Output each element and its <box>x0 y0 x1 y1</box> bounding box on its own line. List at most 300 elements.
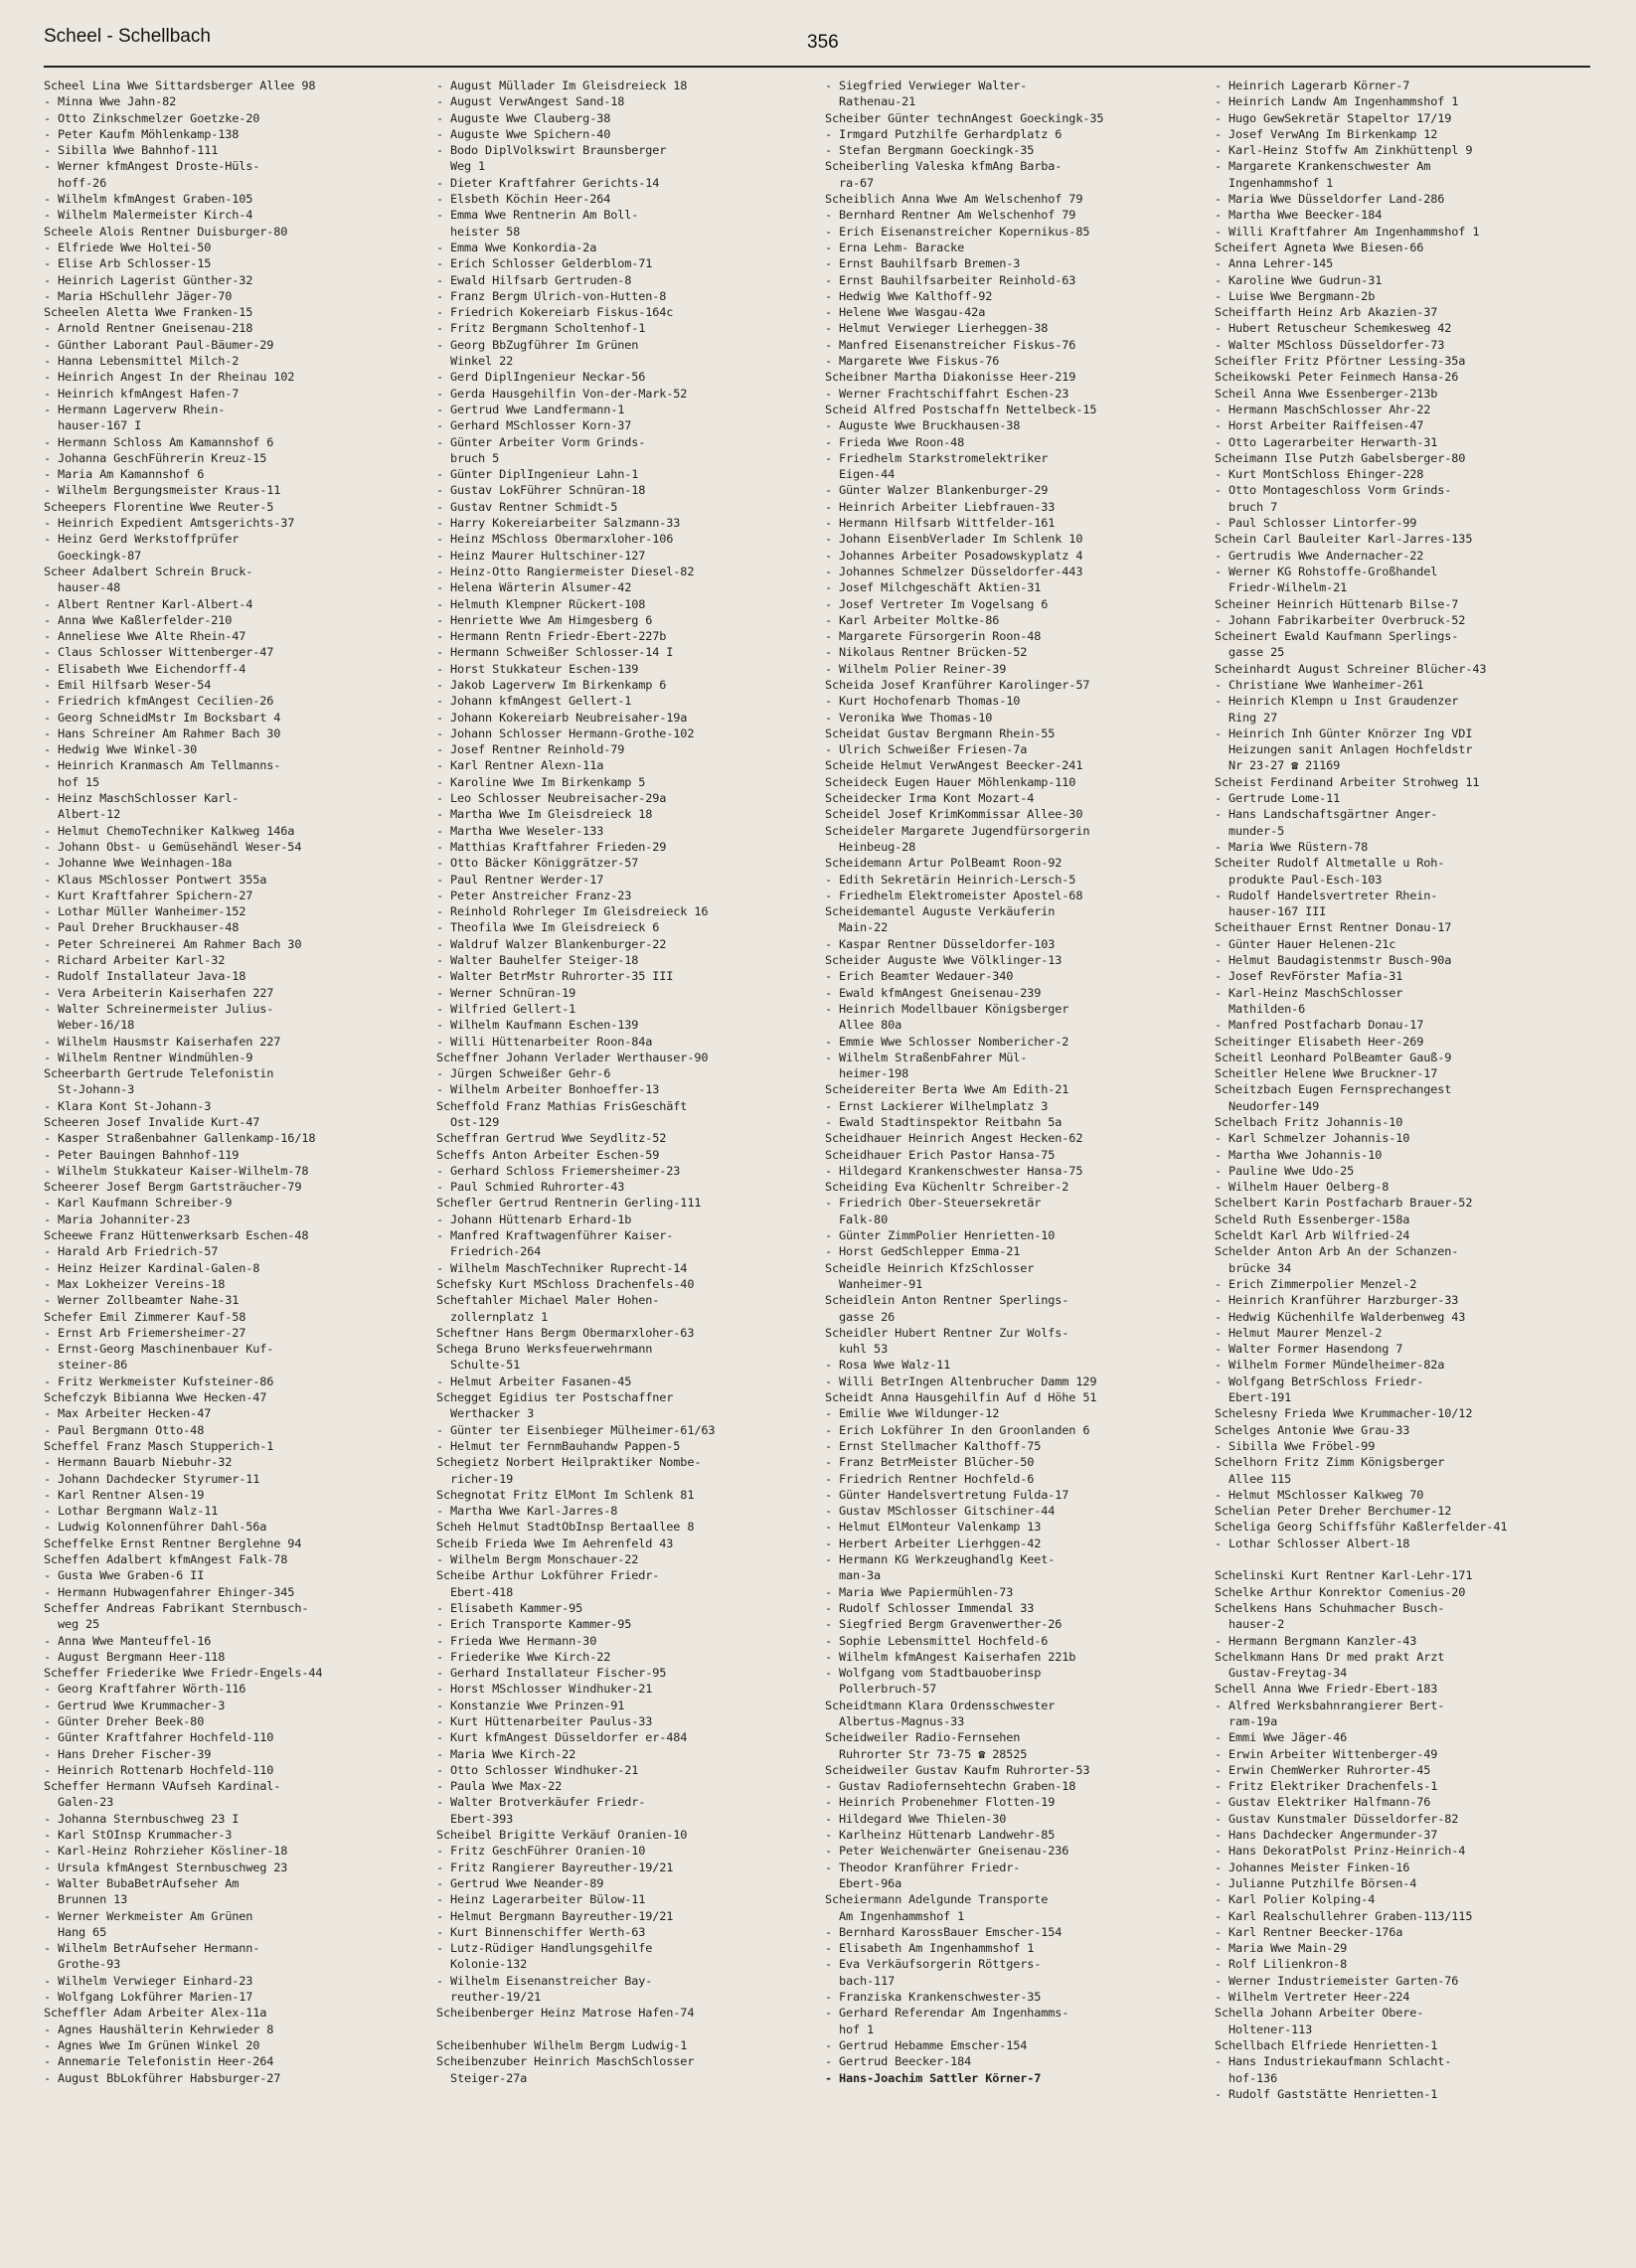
directory-entry-line: Nr 23-27 ☎ 21169 <box>1215 758 1341 773</box>
directory-entry-line: - Emil Hilfsarb Weser-54 <box>44 677 212 692</box>
directory-entry-line: - Konstanzie Wwe Prinzen-91 <box>436 1698 625 1712</box>
directory-entry-line: - Wilhelm MaschTechniker Ruprecht-14 <box>436 1260 688 1275</box>
directory-entry-line: - Hermann Schweißer Schlosser-14 I <box>436 645 674 660</box>
directory-entry-line: - Siegfried Verwieger Walter- <box>825 79 1028 92</box>
directory-entry-line: - Paul Schlosser Lintorfer-99 <box>1215 516 1417 531</box>
directory-entry-line: - Klaus MSchlosser Pontwert 355a <box>44 872 267 887</box>
directory-entry-line: - Johanna Sternbuschweg 23 I <box>44 1811 240 1826</box>
directory-entry-line: Scheelen Aletta Wwe Franken-15 <box>44 305 253 320</box>
directory-entry-line: - Erich Beamter Wedauer-340 <box>825 969 1014 984</box>
directory-entry-line: - Helmut Arbeiter Fasanen-45 <box>436 1374 632 1388</box>
directory-entry-line: Scheide Helmut VerwAngest Beecker-241 <box>825 758 1083 773</box>
directory-entry-line: - Karl-Heinz MaschSchlosser <box>1215 985 1403 1000</box>
directory-entry-line: - Günter Arbeiter Vorm Grinds- <box>436 434 646 449</box>
directory-entry-line: - Albert Rentner Karl-Albert-4 <box>44 596 253 611</box>
directory-entry-line: Scheider Auguste Wwe Völklinger-13 <box>825 953 1063 968</box>
directory-entry-line: - Otto Zinkschmelzer Goetzke-20 <box>44 110 260 125</box>
directory-entry-line: hauser-167 III <box>1215 904 1327 919</box>
directory-entry-line: Ebert-393 <box>436 1811 514 1826</box>
directory-entry-line: Schega Bruno Werksfeuerwehrmann <box>436 1342 653 1357</box>
directory-entry-line: - Rudolf Schlosser Immendal 33 <box>825 1600 1035 1615</box>
directory-entry-line: - Maria Wwe Main-29 <box>1215 1941 1348 1956</box>
directory-entry-line: Scheliga Georg Schiffsführ Kaßlerfelder-41 <box>1215 1520 1508 1535</box>
directory-entry-line: munder-5 <box>1215 823 1285 838</box>
directory-entry-line: - Elise Arb Schlosser-15 <box>44 256 212 271</box>
directory-entry-line: Scheithauer Ernst Rentner Donau-17 <box>1215 920 1452 935</box>
directory-entry-line: - Friedhelm Elektromeister Apostel-68 <box>825 888 1083 902</box>
directory-entry-line: produkte Paul-Esch-103 <box>1215 872 1383 887</box>
directory-entry-line: Winkel 22 <box>436 354 514 369</box>
directory-entry-line: - Hermann Hubwagenfahrer Ehinger-345 <box>44 1584 295 1599</box>
directory-entry-line: - Kaspar Rentner Düsseldorfer-103 <box>825 936 1056 951</box>
directory-entry-line: Scheidemann Artur PolBeamt Roon-92 <box>825 856 1063 871</box>
directory-entry-line: - Gustav Elektriker Halfmann-76 <box>1215 1795 1431 1810</box>
directory-entry-line: Scheitzbach Eugen Fernsprechangest <box>1215 1082 1452 1097</box>
directory-entry-line: - Hans-Joachim Sattler Körner-7 <box>825 2070 1042 2085</box>
directory-entry-line: - Margarete Fürsorgerin Roon-48 <box>825 629 1042 644</box>
directory-entry-line: - Bernhard Rentner Am Welschenhof 79 <box>825 208 1076 223</box>
directory-entry-line: - Walter Schreinermeister Julius- <box>44 1001 274 1016</box>
directory-entry-line: Albertus-Magnus-33 <box>825 1713 965 1728</box>
directory-entry-line: - Hermann Hilfsarb Wittfelder-161 <box>825 516 1056 531</box>
directory-entry-line: Schelbach Fritz Johannis-10 <box>1215 1115 1403 1129</box>
directory-entry-line: Eigen-44 <box>825 467 896 482</box>
directory-entry-line: - Peter Anstreicher Franz-23 <box>436 888 632 902</box>
directory-entry-line: - Hildegard Wwe Thielen-30 <box>825 1811 1007 1826</box>
directory-entry-line: Scheiermann Adelgunde Transporte <box>825 1892 1049 1907</box>
directory-entry-line: - Paul Bergmann Otto-48 <box>44 1422 205 1437</box>
directory-entry-line: - Margarete Krankenschwester Am <box>1215 159 1431 174</box>
directory-entry-line: - Wolfgang Lokführer Marien-17 <box>44 1990 253 2005</box>
directory-entry-line: - Willi Hüttenarbeiter Roon-84a <box>436 1034 653 1049</box>
directory-entry-line <box>436 2022 816 2037</box>
directory-entry-line: man-3a <box>825 1568 882 1583</box>
directory-entry-line: Schelkens Hans Schuhmacher Busch- <box>1215 1600 1445 1615</box>
directory-entry-line: - Günter ter Eisenbieger Mülheimer-61/63 <box>436 1422 716 1437</box>
directory-entry-line: - Ewald Hilfsarb Gertruden-8 <box>436 272 632 287</box>
directory-entry-line: - Johannes Schmelzer Düsseldorfer-443 <box>825 564 1083 578</box>
directory-entry-line: - Richard Arbeiter Karl-32 <box>44 953 226 968</box>
directory-entry-line: - Horst Stukkateur Eschen-139 <box>436 661 639 676</box>
directory-entry-line: - Erich Zimmerpolier Menzel-2 <box>1215 1276 1417 1291</box>
directory-entry-line: Scheldt Karl Arb Wilfried-24 <box>1215 1228 1410 1243</box>
directory-entry-line: - Heinrich Modellbauer Königsberger <box>825 1001 1069 1016</box>
directory-entry-line: Werthacker 3 <box>436 1406 535 1421</box>
directory-entry-line: - Heinrich Landw Am Ingenhammshof 1 <box>1215 94 1459 109</box>
directory-entry-line: - Anneliese Wwe Alte Rhein-47 <box>44 629 246 644</box>
directory-entry-line: - Johann Schlosser Hermann-Grothe-102 <box>436 726 695 740</box>
directory-entry-line: - Matthias Kraftfahrer Frieden-29 <box>436 839 667 854</box>
directory-entry-line: - Gustav Radiofernsehtechn Graben-18 <box>825 1779 1076 1794</box>
directory-entry-line: - Karl-Heinz Stoffw Am Zinkhüttenpl 9 <box>1215 143 1473 158</box>
directory-entry-line: Scheinhardt August Schreiner Blücher-43 <box>1215 661 1487 676</box>
directory-entry-line: Scheld Ruth Essenberger-158a <box>1215 1212 1410 1226</box>
directory-entry-line: - Gustav Rentner Schmidt-5 <box>436 499 618 514</box>
directory-entry-line: - August Müllader Im Gleisdreieck 18 <box>436 79 688 92</box>
directory-entry-line: - Otto Montageschloss Vorm Grinds- <box>1215 483 1452 498</box>
directory-entry-line: Scheerbarth Gertrude Telefonistin <box>44 1066 274 1081</box>
directory-entry-line: - Günter Walzer Blankenburger-29 <box>825 483 1049 498</box>
directory-entry-line: - Ewald Stadtinspektor Reitbahn 5a <box>825 1115 1063 1129</box>
directory-entry-line: Schelder Anton Arb An der Schanzen- <box>1215 1244 1459 1259</box>
directory-entry-line: - Karoline Wwe Im Birkenkamp 5 <box>436 774 646 789</box>
directory-entry-line: - Gertrudis Wwe Andernacher-22 <box>1215 548 1424 563</box>
directory-entry-line: - Otto Schlosser Windhuker-21 <box>436 1762 639 1777</box>
directory-entry-line: Albert-12 <box>44 807 121 822</box>
directory-entry-line: - Friedrich Ober-Steuersekretär <box>825 1196 1042 1211</box>
directory-entry-line: - Anna Wwe Kaßlerfelder-210 <box>44 612 233 627</box>
directory-entry-line: - Siegfried Bergm Gravenwerther-26 <box>825 1617 1063 1632</box>
directory-entry-line: - Friedrich kfmAngest Cecilien-26 <box>44 694 274 709</box>
directory-entry-line: - Leo Schlosser Neubreisacher-29a <box>436 791 667 806</box>
directory-entry-line: Scheel Lina Wwe Sittardsberger Allee 98 <box>44 79 316 92</box>
directory-entry-line: - Walter Bauhelfer Steiger-18 <box>436 953 639 968</box>
directory-entry-line: Rathenau-21 <box>825 94 916 109</box>
directory-entry-line: - Gertrud Beecker-184 <box>825 2054 972 2069</box>
directory-entry-line: Scheibenhuber Wilhelm Bergm Ludwig-1 <box>436 2037 688 2052</box>
directory-entry-line: - Karl-Heinz Rohrzieher Kösliner-18 <box>44 1844 288 1859</box>
directory-entry-line: - Rudolf Installateur Java-18 <box>44 969 246 984</box>
column-2 <box>436 78 816 2086</box>
directory-entry-line: - Walter MSchloss Düsseldorfer-73 <box>1215 337 1445 352</box>
directory-entry-line: Scheinert Ewald Kaufmann Sperlings- <box>1215 629 1459 644</box>
directory-entry-line: - Rosa Wwe Walz-11 <box>825 1358 951 1373</box>
directory-entry-line: - Karl Arbeiter Moltke-86 <box>825 612 1000 627</box>
directory-entry-line: - Maria Wwe Rüstern-78 <box>1215 839 1369 854</box>
directory-entry-line: - Emma Wwe Rentnerin Am Boll- <box>436 208 639 223</box>
directory-entry-line: - Heinrich Lagerist Günther-32 <box>44 272 253 287</box>
directory-entry-line: Wanheimer-91 <box>825 1276 923 1291</box>
directory-entry-line: - Ernst Bauhilfsarbeiter Reinhold-63 <box>825 272 1076 287</box>
directory-entry-line: bruch 7 <box>1215 499 1278 514</box>
directory-entry-line: Schellbach Elfriede Henrietten-1 <box>1215 2037 1438 2052</box>
directory-entry-line: - Johann EisenbVerlader Im Schlenk 10 <box>825 532 1083 547</box>
directory-entry-line: Schelkmann Hans Dr med prakt Arzt <box>1215 1649 1445 1664</box>
directory-entry-line: - Sibilla Wwe Fröbel-99 <box>1215 1438 1376 1453</box>
directory-entry-line: - Erwin ChemWerker Ruhrorter-45 <box>1215 1762 1431 1777</box>
directory-entry-line: weg 25 <box>44 1617 100 1632</box>
directory-entry-line: - Wilhelm Hausmstr Kaiserhafen 227 <box>44 1034 281 1049</box>
directory-entry-line: Friedrich-264 <box>436 1244 542 1259</box>
directory-entry-line: richer-19 <box>436 1471 514 1486</box>
directory-entry-line: Ingenhammshof 1 <box>1215 175 1334 190</box>
directory-entry-line: - Ernst-Georg Maschinenbauer Kuf- <box>44 1342 274 1357</box>
directory-entry-line: Heizungen sanit Anlagen Hochfeldstr <box>1215 742 1473 757</box>
directory-entry-line: bruch 5 <box>436 450 500 465</box>
directory-entry-line: - Martha Wwe Karl-Jarres-8 <box>436 1504 618 1519</box>
directory-entry-line: - Werner kfmAngest Droste-Hüls- <box>44 159 260 174</box>
directory-entry-line: Gustav-Freytag-34 <box>1215 1666 1348 1681</box>
directory-entry-line: - Karl Rentner Alsen-19 <box>44 1487 205 1502</box>
directory-entry-line: - Erich Schlosser Gelderblom-71 <box>436 256 653 271</box>
directory-entry-line: Scheideler Margarete Jugendfürsorgerin <box>825 823 1090 838</box>
directory-entry-line: - Ewald kfmAngest Gneisenau-239 <box>825 985 1042 1000</box>
directory-entry-line: - Johanne Wwe Weinhagen-18a <box>44 856 233 871</box>
directory-entry-line: gasse 25 <box>1215 645 1285 660</box>
directory-entry-line: - Rudolf Handelsvertreter Rhein- <box>1215 888 1438 902</box>
directory-entry-line: Scheitinger Elisabeth Heer-269 <box>1215 1034 1424 1049</box>
directory-entry-line: hof 15 <box>44 774 100 789</box>
directory-entry-line: Weber-16/18 <box>44 1018 135 1033</box>
directory-entry-line: brücke 34 <box>1215 1260 1292 1275</box>
directory-entry-line: - Kurt Hochofenarb Thomas-10 <box>825 694 1021 709</box>
directory-entry-line: - Wilfried Gellert-1 <box>436 1001 576 1016</box>
directory-entry-line: - Walter BubaBetrAufseher Am <box>44 1875 240 1890</box>
directory-entry-line: Schein Carl Bauleiter Karl-Jarres-135 <box>1215 532 1473 547</box>
directory-entry-line: - Walter Former Hasendong 7 <box>1215 1342 1403 1357</box>
directory-entry-line: Scheiber Günter technAngest Goeckingk-35 <box>825 110 1104 125</box>
directory-entry-line: Scheidhauer Erich Pastor Hansa-75 <box>825 1147 1056 1162</box>
directory-entry-line: - Peter Weichenwärter Gneisenau-236 <box>825 1844 1069 1859</box>
directory-entry-line: - Johann Hüttenarb Erhard-1b <box>436 1212 632 1226</box>
directory-entry-line: - Helmut Bergmann Bayreuther-19/21 <box>436 1908 674 1923</box>
directory-entry-line: Holtener-113 <box>1215 2022 1313 2036</box>
directory-entry-line: - Gerhard Referendar Am Ingenhamms- <box>825 2006 1069 2021</box>
directory-entry-line: - Heinz Lagerarbeiter Bülow-11 <box>436 1892 646 1907</box>
directory-entry-line: - Werner Schnüran-19 <box>436 985 576 1000</box>
directory-entry-line: Scheidereiter Berta Wwe Am Edith-21 <box>825 1082 1069 1097</box>
directory-entry-line: heimer-198 <box>825 1066 909 1081</box>
directory-entry-line: Scheid Alfred Postschaffn Nettelbeck-15 <box>825 402 1097 416</box>
directory-entry-line: - Elisabeth Am Ingenhammshof 1 <box>825 1941 1035 1956</box>
directory-entry-line: - Rudolf Gaststätte Henrietten-1 <box>1215 2086 1438 2101</box>
directory-entry-line: Scheida Josef Kranführer Karolinger-57 <box>825 677 1090 692</box>
directory-entry-line: - Horst Arbeiter Raiffeisen-47 <box>1215 418 1424 433</box>
directory-entry-line: - Wilhelm Kaufmann Eschen-139 <box>436 1018 639 1033</box>
directory-entry-line: - Franz BetrMeister Blücher-50 <box>825 1455 1035 1470</box>
directory-entry-line: - Günter Kraftfahrer Hochfeld-110 <box>44 1730 274 1745</box>
directory-entry-line: - Heinrich kfmAngest Hafen-7 <box>44 386 240 401</box>
directory-entry-line: Ebert-191 <box>1215 1390 1292 1405</box>
directory-entry-line: - Heinrich Lagerarb Körner-7 <box>1215 79 1410 92</box>
directory-entry-line: - Heinrich Inh Günter Knörzer Ing VDI <box>1215 726 1473 740</box>
directory-entry-line: - Johannes Meister Finken-16 <box>1215 1860 1410 1874</box>
directory-entry-line: - Gustav MSchlosser Gitschiner-44 <box>825 1504 1056 1519</box>
directory-entry-line: Schella Johann Arbeiter Obere- <box>1215 2006 1424 2021</box>
directory-entry-line: - Reinhold Rohrleger Im Gleisdreieck 16 <box>436 904 709 919</box>
directory-entry-line: Scheiner Heinrich Hüttenarb Bilse-7 <box>1215 596 1459 611</box>
directory-entry-line: - Franziska Krankenschwester-35 <box>825 1990 1042 2005</box>
directory-entry-line: Scheifler Fritz Pförtner Lessing-35a <box>1215 354 1466 369</box>
directory-entry-line: - Auguste Wwe Bruckhausen-38 <box>825 418 1021 433</box>
directory-entry-line: Schelesny Frieda Wwe Krummacher-10/12 <box>1215 1406 1473 1421</box>
directory-entry-line: Scheffel Franz Masch Stupperich-1 <box>44 1438 274 1453</box>
directory-entry-line: - Karl Kaufmann Schreiber-9 <box>44 1196 233 1211</box>
directory-entry-line: - Veronika Wwe Thomas-10 <box>825 710 993 725</box>
directory-entry-line: - Julianne Putzhilfe Börsen-4 <box>1215 1875 1417 1890</box>
directory-entry-line: - Jürgen Schweißer Gehr-6 <box>436 1066 611 1081</box>
directory-entry-line: Scheiter Rudolf Altmetalle u Roh- <box>1215 856 1445 871</box>
directory-entry-line: - Werner KG Rohstoffe-Großhandel <box>1215 564 1438 578</box>
directory-entry-line: - Günther Laborant Paul-Bäumer-29 <box>44 337 274 352</box>
directory-entry-line: Scheerer Josef Bergm Gartsträucher-79 <box>44 1180 302 1195</box>
header-rule <box>44 66 1590 68</box>
directory-entry-line: - Minna Wwe Jahn-82 <box>44 94 177 109</box>
directory-entry-line: Schegnotat Fritz ElMont Im Schlenk 81 <box>436 1487 695 1502</box>
directory-entry-line: Galen-23 <box>44 1795 114 1810</box>
directory-entry-line: - Helmut ChemoTechniker Kalkweg 146a <box>44 823 295 838</box>
directory-entry-line: - Maria Wwe Düsseldorfer Land-286 <box>1215 192 1445 207</box>
directory-entry-line: - Josef VerwAng Im Birkenkamp 12 <box>1215 126 1438 141</box>
directory-entry-line: Scheeren Josef Invalide Kurt-47 <box>44 1115 260 1129</box>
directory-entry-line: - Bodo DiplVolkswirt Braunsberger <box>436 143 667 158</box>
directory-entry-line: - Heinrich Rottenarb Hochfeld-110 <box>44 1762 274 1777</box>
directory-entry-line: - Friederike Wwe Kirch-22 <box>436 1649 611 1664</box>
directory-entry-line: Goeckingk-87 <box>44 548 142 563</box>
directory-entry-line: - Erna Lehm- Baracke <box>825 240 965 254</box>
directory-entry-line: Weg 1 <box>436 159 486 174</box>
directory-entry-line: - Lutz-Rüdiger Handlungsgehilfe <box>436 1941 653 1956</box>
directory-entry-line: Scheffran Gertrud Wwe Seydlitz-52 <box>436 1131 667 1146</box>
directory-entry-line: - Hugo GewSekretär Stapeltor 17/19 <box>1215 110 1452 125</box>
directory-entry-line: - Heinz Maurer Hultschiner-127 <box>436 548 646 563</box>
directory-entry-line: - Wilhelm StraßenbFahrer Mül- <box>825 1050 1028 1064</box>
directory-entry-line: hoff-26 <box>44 175 107 190</box>
directory-entry-line: - Willi Kraftfahrer Am Ingenhammshof 1 <box>1215 224 1480 239</box>
directory-entry-line: - Hans Schreiner Am Rahmer Bach 30 <box>44 726 281 740</box>
directory-entry-line: hauser-167 I <box>44 418 142 433</box>
running-head: Scheel - Schellbach <box>44 26 211 47</box>
directory-entry-line: - Gerda Hausgehilfin Von-der-Mark-52 <box>436 386 688 401</box>
directory-entry-line: - Alfred Werksbahnrangierer Bert- <box>1215 1698 1445 1712</box>
directory-entry-line: - Gertrud Wwe Krummacher-3 <box>44 1698 226 1712</box>
directory-entry-line: - Josef Rentner Reinhold-79 <box>436 742 625 757</box>
directory-entry-line: - Frieda Wwe Hermann-30 <box>436 1633 597 1648</box>
directory-entry-line: - Paul Dreher Bruckhauser-48 <box>44 920 240 935</box>
directory-entry-line: Scheibel Brigitte Verkäuf Oranien-10 <box>436 1828 688 1843</box>
directory-entry-line: - Peter Schreinerei Am Rahmer Bach 30 <box>44 936 302 951</box>
directory-entry-line: - Manfred Postfacharb Donau-17 <box>1215 1018 1424 1033</box>
directory-entry-line: - Hubert Retuscheur Schemkesweg 42 <box>1215 321 1452 336</box>
directory-entry-line: - Annemarie Telefonistin Heer-264 <box>44 2054 274 2069</box>
directory-entry-line: Scheiberling Valeska kfmAng Barba- <box>825 159 1063 174</box>
directory-entry-line: - Elsbeth Köchin Heer-264 <box>436 192 611 207</box>
directory-entry-line: - Johanna GeschFührerin Kreuz-15 <box>44 450 267 465</box>
directory-entry-line: Scheimann Ilse Putzh Gabelsberger-80 <box>1215 450 1466 465</box>
directory-entry-line: - Auguste Wwe Clauberg-38 <box>436 110 611 125</box>
directory-entry-line: Schelhorn Fritz Zimm Königsberger <box>1215 1455 1445 1470</box>
directory-entry-line: - Helmut Verwieger Lierheggen-38 <box>825 321 1049 336</box>
directory-entry-line: Mathilden-6 <box>1215 1001 1306 1016</box>
directory-entry-line: Schefczyk Bibianna Wwe Hecken-47 <box>44 1390 267 1405</box>
directory-entry-line: - Rolf Lilienkron-8 <box>1215 1957 1348 1972</box>
directory-entry-line: - Helmut ter FernmBauhandw Pappen-5 <box>436 1438 681 1453</box>
directory-entry-line: - Manfred Eisenanstreicher Fiskus-76 <box>825 337 1076 352</box>
directory-entry-line: Ebert-418 <box>436 1584 514 1599</box>
directory-entry-line: - Hermann Rentn Friedr-Ebert-227b <box>436 629 667 644</box>
directory-entry-line: Grothe-93 <box>44 1957 121 1972</box>
directory-entry-line: - Hermann Lagerverw Rhein- <box>44 402 226 416</box>
directory-entry-line: Scheele Alois Rentner Duisburger-80 <box>44 224 288 239</box>
directory-entry-line: - Maria Johanniter-23 <box>44 1212 191 1226</box>
directory-entry-line: - Helene Wwe Wasgau-42a <box>825 305 986 320</box>
directory-entry-line: - Helena Wärterin Alsumer-42 <box>436 580 632 595</box>
directory-entry-line: - Stefan Bergmann Goeckingk-35 <box>825 143 1035 158</box>
directory-entry-line: Ost-129 <box>436 1115 500 1129</box>
directory-entry-line: - Josef Milchgeschäft Aktien-31 <box>825 580 1042 595</box>
directory-entry-line: - Wilhelm Bergm Monschauer-22 <box>436 1552 639 1567</box>
directory-entry-line: - Claus Schlosser Wittenberger-47 <box>44 645 274 660</box>
directory-entry-line: - Friedhelm Starkstromelektriker <box>825 450 1049 465</box>
directory-entry-line: - Hans Dachdecker Angermunder-37 <box>1215 1828 1438 1843</box>
directory-entry-line: - Helmut Maurer Menzel-2 <box>1215 1325 1383 1340</box>
directory-entry-line: - Martha Wwe Im Gleisdreieck 18 <box>436 807 653 822</box>
directory-entry-line: - Hans Landschaftsgärtner Anger- <box>1215 807 1438 822</box>
directory-entry-line: - Horst GedSchlepper Emma-21 <box>825 1244 1021 1259</box>
directory-entry-line: - Hanna Lebensmittel Milch-2 <box>44 354 240 369</box>
directory-entry-line: - Kurt Binnenschiffer Werth-63 <box>436 1924 646 1939</box>
directory-entry-line: - Helmut ElMonteur Valenkamp 13 <box>825 1520 1042 1535</box>
directory-entry-line: - Maria Wwe Kirch-22 <box>436 1746 576 1761</box>
directory-entry-line: - Karlheinz Hüttenarb Landwehr-85 <box>825 1828 1056 1843</box>
directory-entry-line: - Fritz Rangierer Bayreuther-19/21 <box>436 1860 674 1874</box>
directory-entry-line: - Wilhelm kfmAngest Graben-105 <box>44 192 253 207</box>
directory-entry-line: Neudorfer-149 <box>1215 1098 1320 1113</box>
directory-entry-line: - Dieter Kraftfahrer Gerichts-14 <box>436 175 660 190</box>
directory-entry-line: - Elisabeth Kammer-95 <box>436 1600 583 1615</box>
directory-entry-line: Schefer Emil Zimmerer Kauf-58 <box>44 1309 246 1324</box>
directory-entry-line: - Fritz Bergmann Scholtenhof-1 <box>436 321 646 336</box>
directory-entry-line: Schell Anna Wwe Friedr-Ebert-183 <box>1215 1682 1438 1697</box>
directory-entry-line: - Gusta Wwe Graben-6 II <box>44 1568 205 1583</box>
directory-entry-line: - Wilhelm Rentner Windmühlen-9 <box>44 1050 253 1064</box>
directory-entry-line: - Gerhard MSchlosser Korn-37 <box>436 418 632 433</box>
directory-entry-line: - Manfred Kraftwagenführer Kaiser- <box>436 1228 674 1243</box>
directory-entry-line: - Georg SchneidMstr Im Bocksbart 4 <box>44 710 281 725</box>
directory-entry-line: - Wilhelm Malermeister Kirch-4 <box>44 208 253 223</box>
directory-entry-line: - Gertrude Lome-11 <box>1215 791 1341 806</box>
directory-entry-line: Scheidhauer Heinrich Angest Hecken-62 <box>825 1131 1083 1146</box>
directory-entry-line: Scheidtmann Klara Ordensschwester <box>825 1698 1056 1712</box>
directory-entry-line: - Bernhard KarossBauer Emscher-154 <box>825 1924 1063 1939</box>
directory-entry-line: - Hans DekoratPolst Prinz-Heinrich-4 <box>1215 1844 1466 1859</box>
directory-entry-line: - Kasper Straßenbahner Gallenkamp-16/18 <box>44 1131 316 1146</box>
directory-entry-line: - Pauline Wwe Udo-25 <box>1215 1163 1355 1178</box>
directory-entry-line: - Maria Am Kamannshof 6 <box>44 467 205 482</box>
directory-entry-line: - Martha Wwe Beecker-184 <box>1215 208 1383 223</box>
directory-entry-line: - Kurt kfmAngest Düsseldorfer er-484 <box>436 1730 688 1745</box>
directory-entry-line: Scheffs Anton Arbeiter Eschen-59 <box>436 1147 660 1162</box>
directory-entry-line: - Christiane Wwe Wanheimer-261 <box>1215 677 1424 692</box>
directory-entry-line: - Heinrich Probenehmer Flotten-19 <box>825 1795 1056 1810</box>
directory-entry-line: - Helmut MSchlosser Kalkweg 70 <box>1215 1487 1424 1502</box>
directory-entry-line: - Ernst Arb Friemersheimer-27 <box>44 1325 246 1340</box>
directory-entry-line: - Gerd DiplIngenieur Neckar-56 <box>436 370 646 385</box>
directory-entry-line: hauser-2 <box>1215 1617 1285 1632</box>
directory-entry-line: - August VerwAngest Sand-18 <box>436 94 625 109</box>
directory-entry-line: Scheidat Gustav Bergmann Rhein-55 <box>825 726 1056 740</box>
directory-entry-line: - Wolfgang vom Stadtbauoberinsp <box>825 1666 1042 1681</box>
directory-entry-line: Scheidemantel Auguste Verkäuferin <box>825 904 1056 919</box>
directory-entry-line: Scheffer Andreas Fabrikant Sternbusch- <box>44 1600 309 1615</box>
directory-entry-line: - Hermann Schloss Am Kamannshof 6 <box>44 434 274 449</box>
directory-entry-line <box>1215 1551 1594 1567</box>
directory-entry-line: reuther-19/21 <box>436 1990 542 2005</box>
directory-entry-line: - Gustav Kunstmaler Düsseldorfer-82 <box>1215 1811 1459 1826</box>
directory-entry-line: - Erich Lokführer In den Groonlanden 6 <box>825 1422 1090 1437</box>
column-1 <box>44 78 423 2086</box>
directory-entry-line: - Elisabeth Wwe Eichendorff-4 <box>44 661 246 676</box>
directory-entry-line: Friedr-Wilhelm-21 <box>1215 580 1348 595</box>
directory-entry-line: - Wilhelm Former Mündelheimer-82a <box>1215 1358 1445 1373</box>
directory-entry-line: Scheibner Martha Diakonisse Heer-219 <box>825 370 1076 385</box>
directory-entry-line: - Hermann KG Werkzeughandlg Keet- <box>825 1552 1056 1567</box>
directory-entry-line: - Heinrich Kranmasch Am Tellmanns- <box>44 758 281 773</box>
directory-entry-line: - Hedwig Küchenhilfe Walderbenweg 43 <box>1215 1309 1466 1324</box>
directory-entry-line: Scheidlein Anton Rentner Sperlings- <box>825 1293 1069 1308</box>
directory-entry-line: - Heinrich Angest In der Rheinau 102 <box>44 370 295 385</box>
directory-entry-line: Scheifert Agneta Wwe Biesen-66 <box>1215 240 1424 254</box>
